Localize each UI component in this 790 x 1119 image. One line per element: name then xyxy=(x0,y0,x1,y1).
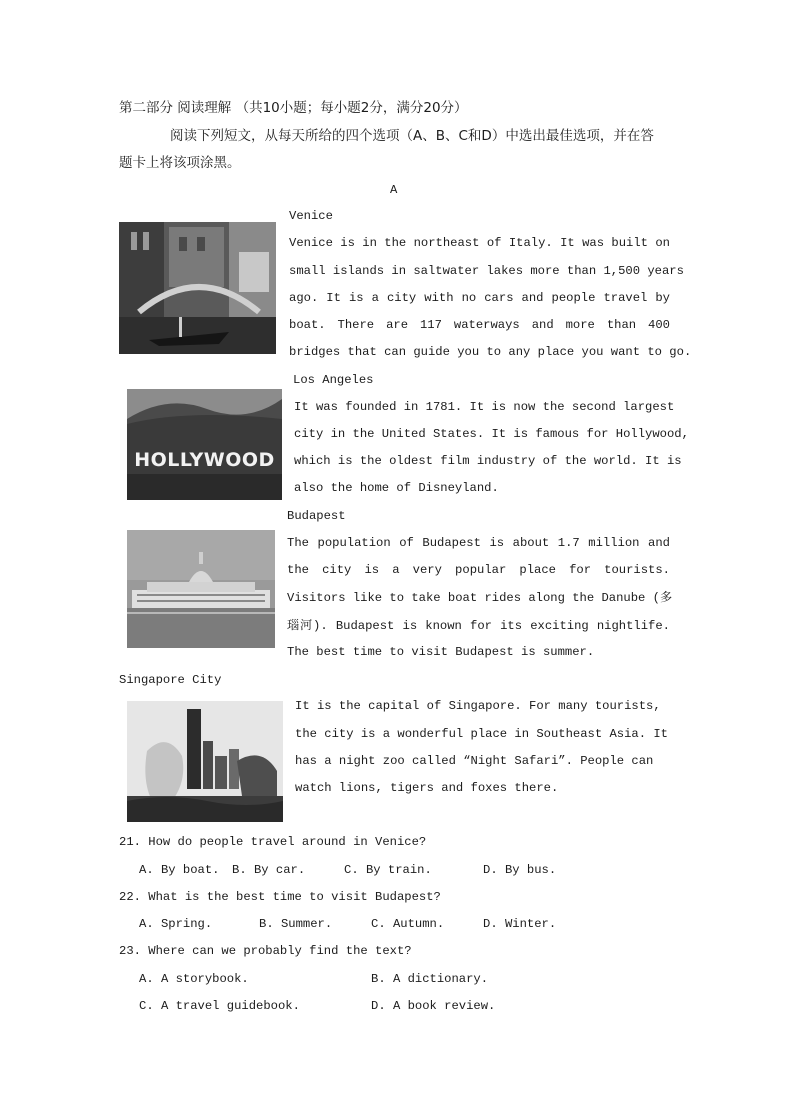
venice-line-5: bridges that can guide you to any place you want to go. xyxy=(289,345,692,359)
question-number: 23. xyxy=(119,944,141,958)
question-22 xyxy=(119,890,441,904)
city-heading-venice: Venice xyxy=(289,209,333,223)
venice-photo xyxy=(119,222,276,354)
q23-option-d[interactable]: D. A book review. xyxy=(371,999,496,1013)
merlion-statue-icon xyxy=(127,701,283,822)
budapest-photo xyxy=(127,530,275,648)
question-text: What is the best time to visit Budapest? xyxy=(148,890,441,904)
venice-line-2: small islands in saltwater lakes more than 1,500 years xyxy=(289,264,684,278)
q22-option-d[interactable]: D. Winter. xyxy=(483,917,557,931)
instruction-line-2: 题卡上将该项涂黑。 xyxy=(119,155,241,171)
q23-option-a[interactable]: A. A storybook. xyxy=(139,972,249,986)
section-title: 第二部分 阅读理解 （共10小题；每小题2分，满分20分） xyxy=(119,100,468,116)
gondola-canal-icon xyxy=(119,222,276,354)
singapore-line-4: watch lions, tigers and foxes there. xyxy=(295,781,559,795)
la-line-3: which is the oldest film industry of the world. It is xyxy=(294,454,682,468)
la-line-1: It was founded in 1781. It is now the second largest xyxy=(294,400,675,414)
city-heading-singapore: Singapore City xyxy=(119,673,222,687)
venice-line-4: boat. There are 117 waterways and more than 400 xyxy=(289,318,670,332)
instruction-line-1: 阅读下列短文，从每天所给的四个选项（A、B、C和D）中选出最佳选项，并在答 xyxy=(170,128,654,144)
singapore-photo xyxy=(127,701,283,822)
singapore-line-3: has a night zoo called “Night Safari”. People can xyxy=(295,754,654,768)
q21-option-a[interactable]: A. By boat. xyxy=(139,863,220,877)
question-text: Where can we probably find the text? xyxy=(148,944,412,958)
q22-option-b[interactable]: B. Summer. xyxy=(259,917,333,931)
city-heading-budapest: Budapest xyxy=(287,509,346,523)
singapore-line-1: It is the capital of Singapore. For many tourists, xyxy=(295,699,661,713)
budapest-line-4: 瑙河). Budapest is known for its exciting nightlife. xyxy=(287,619,670,633)
la-line-4: also the home of Disneyland. xyxy=(294,481,499,495)
singapore-line-2: the city is a wonderful place in Southeast Asia. It xyxy=(295,727,668,741)
budapest-line-5: The best time to visit Budapest is summer. xyxy=(287,645,595,659)
q21-option-c[interactable]: C. By train. xyxy=(344,863,432,877)
q22-option-a[interactable]: A. Spring. xyxy=(139,917,213,931)
venice-line-3: ago. It is a city with no cars and people travel by xyxy=(289,291,670,305)
city-heading-los-angeles: Los Angeles xyxy=(293,373,374,387)
hollywood-sign-text: HOLLYWOOD xyxy=(134,449,275,471)
budapest-line-2: the city is a very popular place for tourists. xyxy=(287,563,670,577)
hollywood-sign-icon xyxy=(127,389,282,500)
parliament-building-icon xyxy=(127,530,275,648)
budapest-line-1: The population of Budapest is about 1.7 million and xyxy=(287,536,670,550)
question-23 xyxy=(119,944,412,958)
question-number: 21. xyxy=(119,835,141,849)
passage-label: A xyxy=(390,183,398,197)
question-21 xyxy=(119,835,426,849)
question-number: 22. xyxy=(119,890,141,904)
q21-option-b[interactable]: B. By car. xyxy=(232,863,306,877)
q23-option-b[interactable]: B. A dictionary. xyxy=(371,972,489,986)
los-angeles-photo xyxy=(127,389,282,500)
venice-line-1: Venice is in the northeast of Italy. It was built on xyxy=(289,236,670,250)
question-text: How do people travel around in Venice? xyxy=(148,835,427,849)
q21-option-d[interactable]: D. By bus. xyxy=(483,863,557,877)
q23-option-c[interactable]: C. A travel guidebook. xyxy=(139,999,300,1013)
la-line-2: city in the United States. It is famous for Hollywood, xyxy=(294,427,689,441)
q22-option-c[interactable]: C. Autumn. xyxy=(371,917,445,931)
budapest-line-3: Visitors like to take boat rides along the Danube (多 xyxy=(287,591,673,605)
